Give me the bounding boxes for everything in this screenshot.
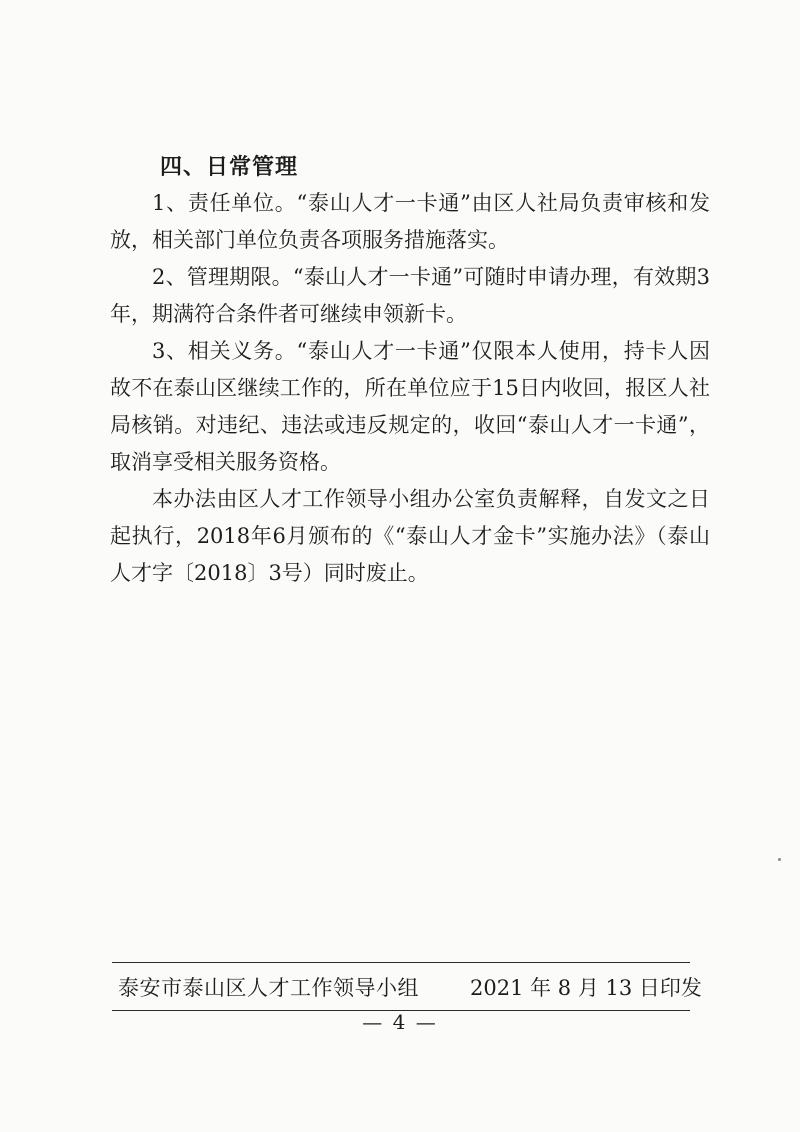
section-heading: 四、日常管理 <box>160 155 299 180</box>
paragraph-obligations: 3、相关义务。“泰山人才一卡通”仅限本人使用，持卡人因故不在泰山区继续工作的，所在单位应于15日内收回，报区人社局核销。对违纪、违法或违反规定的，收回“泰山人才一卡通”，取消享受相关服务资格。 <box>110 339 710 474</box>
footer-issuer: 泰安市泰山区人才工作领导小组 <box>118 976 419 1000</box>
scan-speck <box>778 858 781 861</box>
page-number: — 4 — <box>362 1010 438 1034</box>
paragraph-interpretation: 本办法由区人才工作领导小组办公室负责解释，自发文之日起执行，2018年6月颁布的《“泰山人才金卡”实施办法》（泰山人才字〔2018〕3号）同时废止。 <box>110 487 710 585</box>
body-text <box>110 185 710 592</box>
paragraph-responsible-unit: 1、责任单位。“泰山人才一卡通”由区人社局负责审核和发放，相关部门单位负责各项服务措施落实。 <box>110 191 710 252</box>
paragraph-management-period: 2、管理期限。“泰山人才一卡通”可随时申请办理，有效期3年，期满符合条件者可继续申领新卡。 <box>110 265 710 326</box>
footer-top-rule <box>112 962 690 963</box>
footer-date: 2021 年 8 月 13 日印发 <box>470 976 702 1000</box>
